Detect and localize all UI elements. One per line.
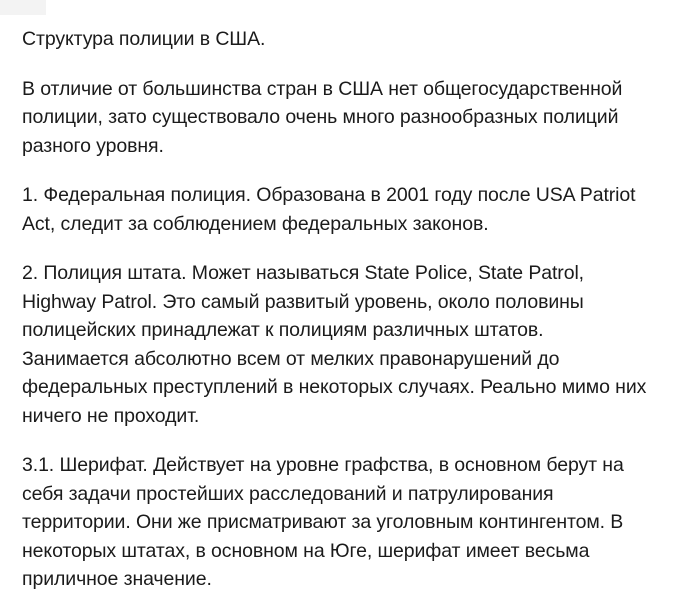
text-line: 2. Полиция штата. Может называться State Police, State Patrol, xyxy=(22,262,584,284)
paragraph-intro xyxy=(22,75,682,161)
paragraph-federal-police xyxy=(22,181,682,238)
document-title xyxy=(22,25,682,54)
text-line: В отличие от большинства стран в США нет общегосударственной xyxy=(22,77,623,100)
text-line: Act, следит за соблюдением федеральных законов. xyxy=(22,212,489,235)
text-line: ничего не проходит. xyxy=(22,404,200,427)
paragraph-state-police xyxy=(22,259,682,430)
document-body xyxy=(22,25,682,592)
title-line: Структура полиции в США. xyxy=(22,28,266,50)
text-line: приличное значение. xyxy=(22,568,212,590)
text-line: Highway Patrol. Это самый развитый уровень, около половины xyxy=(22,290,584,313)
text-line: 3.1. Шерифат. Действует на уровне графства, в основном берут на xyxy=(22,454,624,476)
text-line: разного уровня. xyxy=(22,134,164,157)
scan-artifact xyxy=(0,0,46,15)
text-line: федеральных преступлений в некоторых случаях. Реально мимо них xyxy=(22,376,647,398)
text-line: 1. Федеральная полиция. Образована в 2001 году после USA Patriot xyxy=(22,184,636,206)
text-line: полицейских принадлежат к полициям различных штатов. xyxy=(22,319,544,341)
text-line: некоторых штатах, в основном на Юге, шерифат имеет весьма xyxy=(22,539,590,562)
text-line: себя задачи простейших расследований и патрулирования xyxy=(22,482,554,505)
text-line: Занимается абсолютно всем от мелких правонарушений до xyxy=(22,347,560,370)
paragraph-sheriff xyxy=(22,451,682,592)
text-line: территории. Они же присматривают за уголовным контингентом. В xyxy=(22,511,624,533)
text-line: полиции, зато существовало очень много разнообразных полиций xyxy=(22,106,619,128)
